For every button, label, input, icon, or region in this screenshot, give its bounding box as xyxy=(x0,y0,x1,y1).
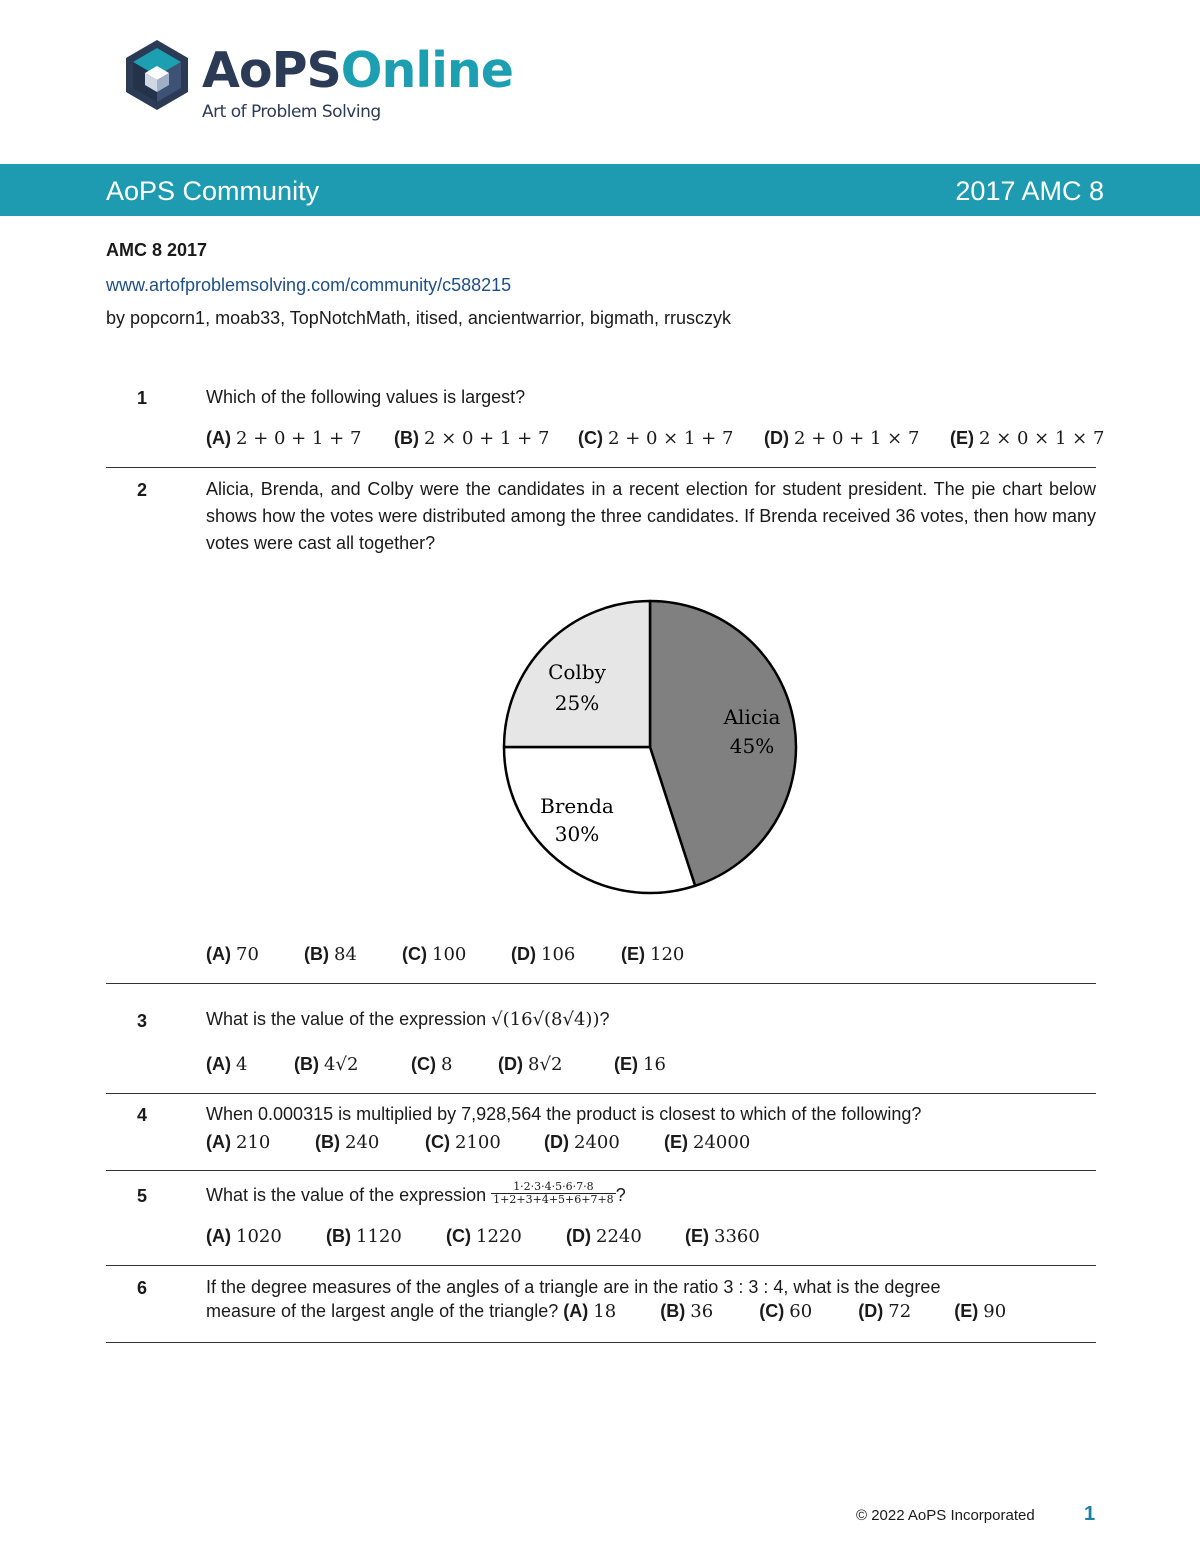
problem-3-choice-a: (A) 4 xyxy=(206,1054,248,1075)
authors-line: by popcorn1, moab33, TopNotchMath, itised, ancientwarrior, bigmath, rrusczyk xyxy=(106,308,731,328)
problem-2-choice-d: (D) 106 xyxy=(511,944,576,965)
problem-5-text-after: ? xyxy=(615,1185,626,1205)
page-number: 1 xyxy=(1084,1503,1096,1525)
problem-4-choices xyxy=(206,1132,750,1153)
problem-5-choice-d: (D) 2240 xyxy=(566,1226,642,1247)
problem-1-choice-a: (A) 2 + 0 + 1 + 7 xyxy=(206,428,362,449)
problem-5-choice-c: (C) 1220 xyxy=(446,1226,522,1247)
problem-6-choice-b: (B) 36 xyxy=(660,1301,714,1322)
pie-label-brenda-percent: 30% xyxy=(554,822,600,846)
pie-label-colby-name: Colby xyxy=(548,660,606,684)
problem-2-choices xyxy=(206,944,684,965)
problem-5-denominator: 1+2+3+4+5+6+7+8 xyxy=(493,1192,614,1206)
problem-4-choice-a: (A) 210 xyxy=(206,1132,271,1153)
problem-divider xyxy=(106,1170,1096,1171)
pie-label-alicia-percent: 45% xyxy=(729,734,775,758)
problem-1-choice-c: (C) 2 + 0 × 1 + 7 xyxy=(578,428,734,449)
problem-1-choices xyxy=(206,428,1104,449)
problem-2-text: Alicia, Brenda, and Colby were the candidates in a recent election for student president. The pie chart below shows how the votes were distributed among the three candidates. If Brenda received 36 votes, then how many votes were cast all together? xyxy=(206,479,1096,553)
aops-logo xyxy=(124,38,524,128)
problem-5-fraction xyxy=(491,1181,616,1206)
problem-4-text: When 0.000315 is multiplied by 7,928,564 the product is closest to which of the following? xyxy=(206,1104,922,1124)
problem-2-choice-c: (C) 100 xyxy=(402,944,467,965)
problem-3-choice-b: (B) 4√2 xyxy=(294,1054,359,1075)
problem-2-choice-b: (B) 84 xyxy=(304,944,357,965)
problem-5-numerator: 1·2·3·4·5·6·7·8 xyxy=(491,1181,616,1194)
footer-copyright: © 2022 AoPS Incorporated xyxy=(856,1507,1035,1524)
document-title: AMC 8 2017 xyxy=(106,240,208,260)
problem-2-number: 2 xyxy=(137,480,148,500)
problem-5-choices xyxy=(206,1226,760,1247)
logo-word-online: Online xyxy=(340,42,514,99)
problem-5-choice-b: (B) 1120 xyxy=(326,1226,402,1247)
problem-5-choice-a: (A) 1020 xyxy=(206,1226,282,1247)
logo-word-aops: AoPS xyxy=(202,42,341,99)
problem-3-choice-d: (D) 8√2 xyxy=(498,1054,563,1075)
problem-4-choice-e: (E) 24000 xyxy=(664,1132,751,1153)
problem-4-number: 4 xyxy=(137,1105,148,1125)
problem-3-choice-c: (C) 8 xyxy=(411,1054,453,1075)
problem-2-choice-e: (E) 120 xyxy=(621,944,685,965)
pie-label-alicia-name: Alicia xyxy=(723,705,781,729)
problem-1-text: Which of the following values is largest? xyxy=(206,387,526,407)
problem-3-number: 3 xyxy=(137,1011,148,1031)
problem-divider xyxy=(106,1093,1096,1094)
problem-divider xyxy=(106,1265,1096,1266)
problem-4-choice-c: (C) 2100 xyxy=(425,1132,501,1153)
problem-1-number: 1 xyxy=(137,388,148,408)
problem-6-choice-e: (E) 90 xyxy=(954,1301,1007,1322)
banner-community-title: AoPS Community xyxy=(106,176,320,206)
pie-label-colby-percent: 25% xyxy=(554,691,600,715)
problem-4-choice-d: (D) 2400 xyxy=(544,1132,620,1153)
community-link[interactable]: www.artofproblemsolving.com/community/c588215 xyxy=(106,275,512,295)
problem-3-text xyxy=(206,1006,1096,1033)
problem-5-number: 5 xyxy=(137,1186,148,1206)
problem-1-choice-e: (E) 2 × 0 × 1 × 7 xyxy=(950,428,1105,449)
logo-wordmark xyxy=(202,42,514,99)
problem-6-choice-c: (C) 60 xyxy=(759,1301,813,1322)
problem-2-choice-a: (A) 70 xyxy=(206,944,259,965)
vote-pie-chart xyxy=(500,597,800,897)
problem-3-text-before: What is the value of the expression xyxy=(206,1009,487,1029)
problem-divider xyxy=(106,1342,1096,1343)
pie-label-brenda-name: Brenda xyxy=(540,794,614,818)
problem-5-choice-e: (E) 3360 xyxy=(685,1226,760,1247)
problem-divider xyxy=(106,983,1096,984)
banner-contest-title: 2017 AMC 8 xyxy=(955,176,1104,206)
problem-5-text xyxy=(206,1179,1096,1209)
problem-divider xyxy=(106,467,1096,468)
problem-5-text-before: What is the value of the expression xyxy=(206,1185,487,1205)
problem-6-text-line1: If the degree measures of the angles of a triangle are in the ratio 3 : 3 : 4, what is the degree xyxy=(206,1277,941,1297)
problem-3-text-after: ? xyxy=(599,1009,610,1029)
problem-3-expression: √(16√(8√4)) xyxy=(491,1009,600,1030)
problem-6-line2 xyxy=(206,1301,1006,1322)
problem-6-choice-a: (A) 18 xyxy=(563,1301,617,1322)
problem-3-choice-e: (E) 16 xyxy=(614,1054,666,1075)
problem-1-choice-b: (B) 2 × 0 + 1 + 7 xyxy=(394,428,550,449)
problem-1-choice-d: (D) 2 + 0 + 1 × 7 xyxy=(764,428,920,449)
logo-tagline: Art of Problem Solving xyxy=(202,102,381,122)
problem-3-choices xyxy=(206,1054,666,1075)
header-banner xyxy=(0,164,1200,216)
problem-6-number: 6 xyxy=(137,1278,148,1298)
aops-cube-icon xyxy=(124,38,190,110)
problem-6-text-line2: measure of the largest angle of the triangle? xyxy=(206,1301,559,1321)
problem-6-choice-d: (D) 72 xyxy=(858,1301,912,1322)
problem-4-choice-b: (B) 240 xyxy=(315,1132,380,1153)
